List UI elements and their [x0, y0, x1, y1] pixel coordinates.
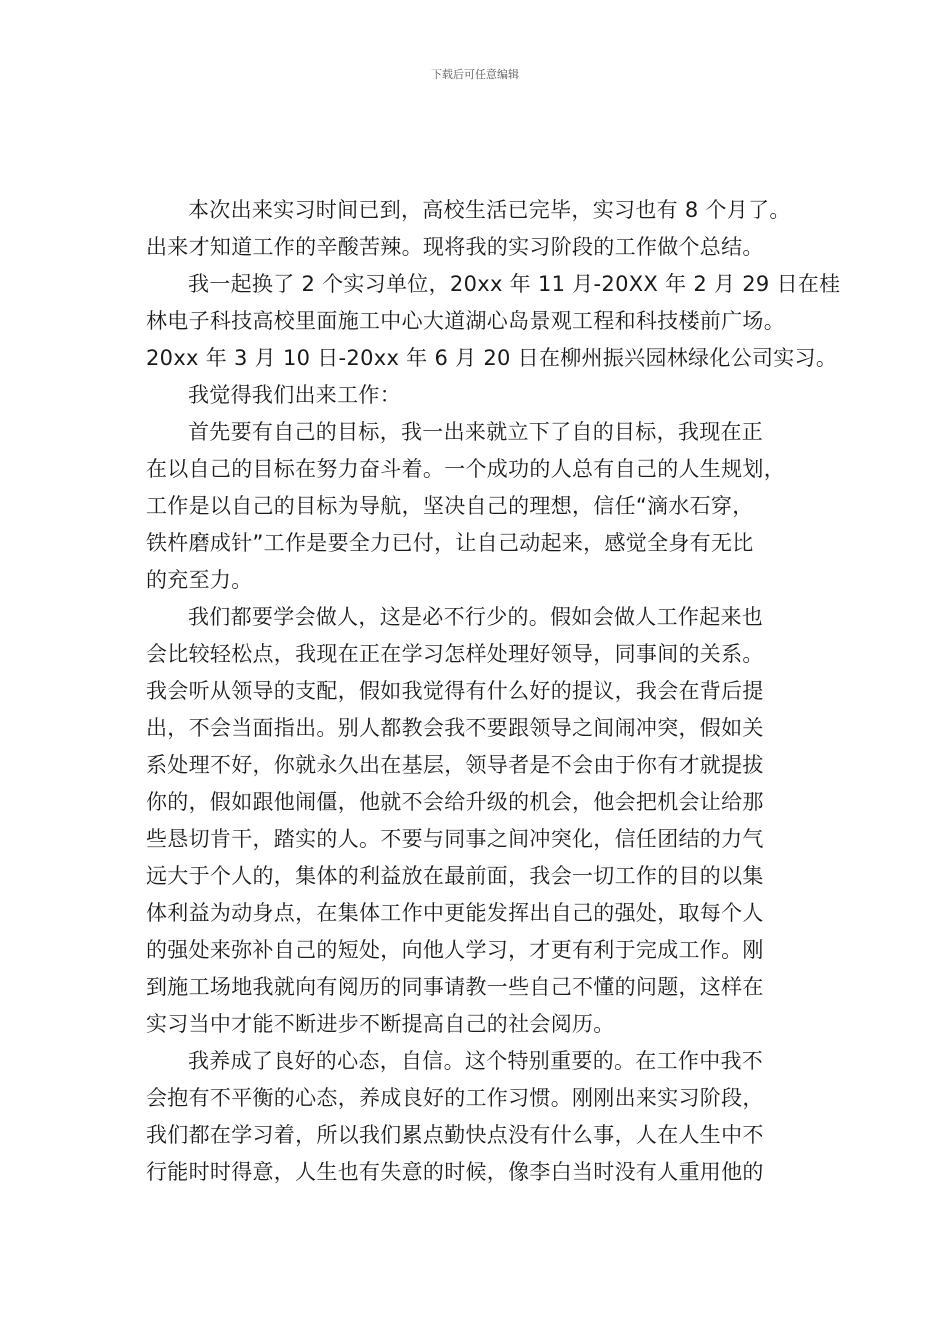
text-line: 首先要有自己的目标，我一出来就立下了自的目标，我现在正	[188, 420, 764, 444]
text-line: 实习当中才能不断进步不断提高自己的社会阅历。	[146, 1012, 615, 1036]
text-line: 我一起换了 2 个实习单位，20xx 年 11 月-20XX 年 2 月 29 日在桂	[188, 272, 841, 296]
text-line: 铁杵磨成针”工作是要全力已付，让自己动起来，感觉全身有无比	[146, 531, 754, 555]
text-line: 我养成了良好的心态，自信。这个特别重要的。在工作中我不	[188, 1049, 764, 1073]
text-line: 我们都要学会做人，这是必不行少的。假如会做人工作起来也	[188, 605, 764, 629]
text-line: 会抱有不平衡的心态，养成良好的工作习惯。刚刚出来实习阶段，	[146, 1086, 764, 1110]
text-line: 林电子科技高校里面施工中心大道湖心岛景观工程和科技楼前广场。	[146, 309, 785, 333]
text-line: 我觉得我们出来工作：	[188, 383, 401, 407]
text-line: 体利益为动身点，在集体工作中更能发挥出自己的强处，取每个人	[146, 901, 764, 925]
text-line: 工作是以自己的目标为导航，坚决自己的理想，信任“滴水石穿，	[146, 494, 754, 518]
text-line: 行能时时得意，人生也有失意的时候，像李白当时没有人重用他的	[146, 1160, 764, 1184]
text-line: 在以自己的目标在努力奋斗着。一个成功的人总有自己的人生规划，	[146, 457, 785, 481]
text-line: 本次出来实习时间已到，高校生活已完毕，实习也有 8 个月了。	[188, 198, 791, 222]
text-line: 出，不会当面指出。别人都教会我不要跟领导之间闹冲突，假如关	[146, 716, 764, 740]
text-line: 20xx 年 3 月 10 日-20xx 年 6 月 20 日在柳州振兴园林绿化公司实习。	[146, 346, 838, 370]
text-line: 出来才知道工作的辛酸苦辣。现将我的实习阶段的工作做个总结。	[146, 235, 764, 259]
text-line: 会比较轻松点，我现在正在学习怎样处理好领导，同事间的关系。	[146, 642, 764, 666]
text-line: 远大于个人的，集体的利益放在最前面，我会一切工作的目的以集	[146, 864, 764, 888]
text-line: 我会听从领导的支配，假如我觉得有什么好的提议，我会在背后提	[146, 679, 764, 703]
header-note: 下载后可任意编辑	[431, 68, 519, 81]
text-line: 的充至力。	[146, 568, 253, 592]
body-text	[146, 192, 841, 1191]
text-line: 我们都在学习着，所以我们累点勤快点没有什么事，人在人生中不	[146, 1123, 764, 1147]
text-line: 到施工场地我就向有阅历的同事请教一些自己不懂的问题，这样在	[146, 975, 764, 999]
text-line: 些恳切肯干，踏实的人。不要与同事之间冲突化，信任团结的力气	[146, 827, 764, 851]
text-line: 系处理不好，你就永久出在基层，领导者是不会由于你有才就提拔	[146, 753, 764, 777]
text-line: 的强处来弥补自己的短处，向他人学习，才更有利于完成工作。刚	[146, 938, 764, 962]
text-line: 你的，假如跟他闹僵，他就不会给升级的机会，他会把机会让给那	[146, 790, 764, 814]
